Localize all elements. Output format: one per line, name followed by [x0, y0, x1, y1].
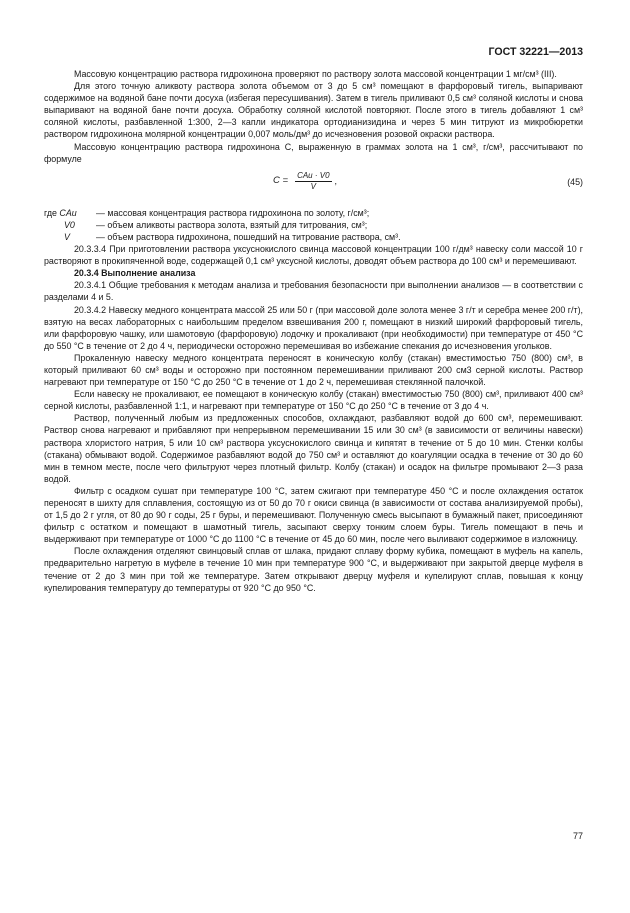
page-number: 77 — [572, 831, 583, 841]
formula-lhs: C = — [273, 175, 289, 187]
paragraph: Раствор, полученный любым из предложенных способов, охлаждают, разбавляют водой до 600 см³, перемешивают. Раствор снова нагревают и прибавляют при непрерывном перемешивании 15 или 30 см³ (в зависимости от величины навески) раствора хлористого натрия, 5 или 10 см³ раствора уксуснокислого свинца и кипятят в течение от 5 до 10 мин. Стенки колбы (стакана) обмывают водой. Содержимое разбавляют водой до 750 см³ и оставляют до коагуляции осадка в течение от 30 до 60 мин в темном месте, после чего фильтруют через плотный фильтр. Колбу (стакан) и осадок на фильтре промывают 2—3 раза водой. — [44, 413, 583, 484]
definition-text: — объем аликвоты раствора золота, взятый для титрования, см³; — [96, 219, 368, 230]
definition-symbol: V — [64, 231, 70, 242]
paragraph: Для этого точную аликвоту раствора золота объемом от 3 до 5 см³ помещают в фарфоровый тигель, выпаривают содержимое на водяной бане почти досуха (избегая пересушивания). Затем в тигель приливают 0,5 см³ соляной кислоты и снова выпаривают на водяной бане почти досуха. Обработку соляной кислотой повторяют. После этого в тигель добавляют 1 см³ соляной кислоты, разбавленной 1:300, 2—3 капли индикатора ортодианизидина и через 5 мин титруют из микробюретки раствором гидрохинона молярной концентрации 0,007 моль/дм³ до исчезновения розовой окраски раствора. — [44, 81, 583, 140]
definition-text: — объем раствора гидрохинона, пошедший на титрование раствора, см³. — [96, 231, 401, 242]
definition-symbol: V0 — [64, 219, 75, 230]
paragraph: Прокаленную навеску медного концентрата переносят в коническую колбу (стакан) вместимостью 750 (800) см³, в который приливают 60 см³ воды и осторожно при постоянном перемешивании приливают 200 см3 серной кислоты. Раствор нагревают при температуре от 150 °С до 250 °С в течение от 1 до 2 ч, перемешивая стеклянной палочкой. — [44, 352, 583, 388]
definition-row — [44, 231, 583, 243]
formula-45 — [44, 169, 583, 201]
body-text — [44, 68, 583, 594]
formula-number: (45) — [567, 176, 583, 187]
standard-header: ГОСТ 32221—2013 — [488, 46, 583, 58]
paragraph: Массовую концентрацию раствора гидрохинона проверяют по раствору золота массовой концентрации 1 мг/см³ (III). — [74, 69, 557, 79]
paragraph: Массовую концентрацию раствора гидрохинона C, выраженную в граммах золота на 1 см³, г/см³, рассчитывают по формуле — [44, 141, 583, 164]
definition-row — [44, 207, 583, 219]
definition-row — [44, 219, 583, 231]
paragraph: 20.3.3.4 При приготовлении раствора уксуснокислого свинца массовой концентрации 100 г/дм³ навеску соли массой 10 г растворяют в прокипяченной воде, содержащей 0,1 см³ уксусной кислоты, доводят объем раствора до 100 см³ и перемешивают. — [44, 244, 583, 267]
definition-prefix: где — [44, 207, 57, 218]
section-heading: 20.3.4 Выполнение анализа — [74, 268, 196, 279]
paragraph: После охлаждения отделяют свинцовый сплав от шлака, придают сплаву форму кубика, помещают в муфель на капель, предварительно нагретую в муфеле в течение 10 мин при температуре 900 °С, и выдерживают при закрытой дверце муфеля в течение от 2 до 3 мин при той же температуре. Затем открывают дверцу муфеля и купелируют сплав, повышая к концу купелирования температуру до температуры от 920 °С до 950 °С. — [44, 546, 583, 593]
formula-fraction — [295, 171, 331, 192]
definition-symbol: CAu — [59, 207, 77, 218]
formula-tail: , — [334, 176, 337, 187]
paragraph: Если навеску не прокаливают, ее помещают в коническую колбу (стакан) вместимостью 750 (800) см³, приливают 400 см³ серной кислоты, разбавленной 1:1, и нагревают при температуре от 150 °С до 250 °С в течение от 3 до 4 ч. — [44, 389, 583, 412]
paragraph: 20.3.4.2 Навеску медного концентрата массой 25 или 50 г (при массовой доле золота менее 3 г/т и серебра менее 200 г/т), взятую на весах лабораторных с наибольшим пределом взвешивания 200 г, помещают в низкий широкий фарфоровый тигель, или фарфоровую чашку, или шамотовую (фарфоровую) лодочку и прокаливают (при необходимости) при температуре от 450 °С до 550 °С в течение от 2 до 4 ч, периодически осторожно перемешивая во избежание спекания до исчезновения угольков. — [44, 304, 583, 351]
definitions-list — [44, 207, 583, 243]
paragraph: 20.3.4.1 Общие требования к методам анализа и требования безопасности при выполнении анализов — в соответствии с разделами 4 и 5. — [44, 280, 583, 303]
formula-denominator: V — [310, 181, 316, 191]
definition-text: — массовая концентрация раствора гидрохинона по золоту, г/см³; — [96, 207, 370, 218]
formula-numerator: CAu · V0 — [297, 170, 330, 180]
paragraph: Фильтр с осадком сушат при температуре 100 °С, затем сжигают при температуре 450 °С и после охлаждения остаток переносят в шихту для сплавления, состоящую из от 50 до 70 г окиси свинца (в зависимости от состава анализируемой пробы), от 1,5 до 2 г угля, от 80 до 90 г соды, 25 г буры, и перемешивают. Полученную смесь высыпают в бумажный пакет, присоединяют фильтр с остатком и помещают в шамотный тигель, засыпают сверху тонким слоем буры. Тигель помещают в печь и выдерживают при температуре от 1000 °С до 1100 °С в течение от 45 до 60 мин, после чего выливают содержимое в изложницу. — [44, 485, 583, 545]
